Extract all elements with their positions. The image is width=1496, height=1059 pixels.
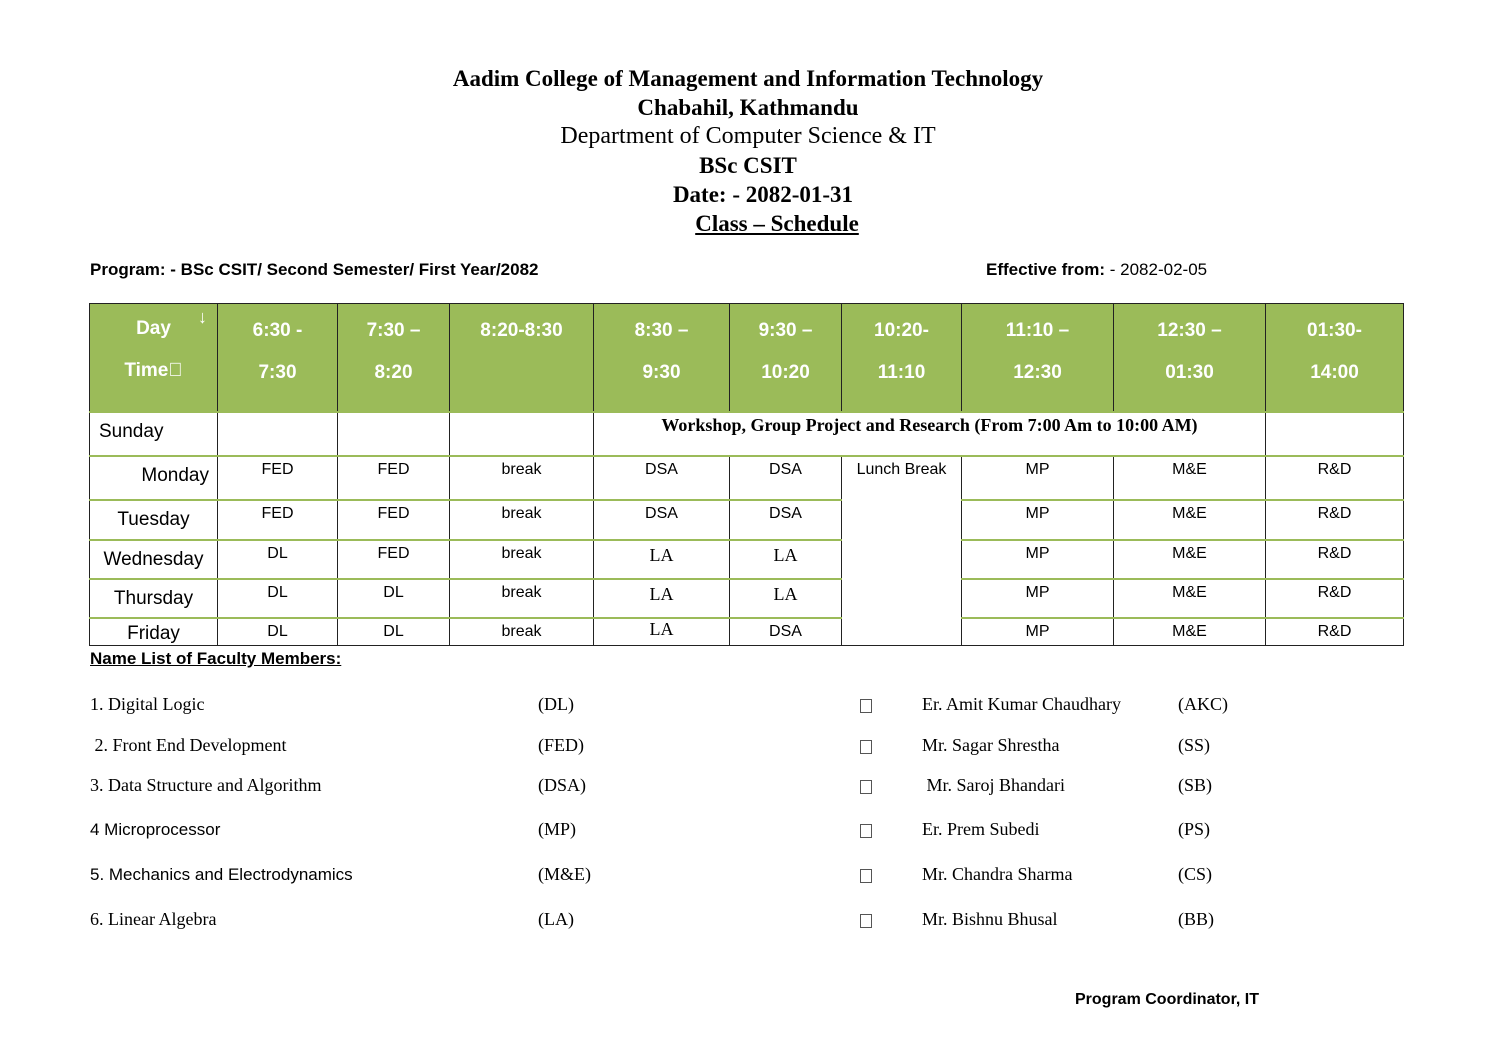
subject-name: 2. Front End Development — [90, 735, 287, 755]
program-info — [90, 260, 538, 280]
time-label: Time — [124, 360, 183, 381]
teacher-name: Mr. Sagar Shrestha — [922, 735, 1060, 755]
table-cell: FED — [338, 540, 450, 579]
checkbox-icon — [860, 869, 872, 883]
table-row-wednesday — [90, 540, 1404, 579]
schedule-title: Class – Schedule — [695, 211, 859, 236]
subject-name: 1. Digital Logic — [90, 694, 205, 714]
college-name: Aadim College of Management and Information Technology — [452, 66, 1044, 91]
faculty-title: Name List of Faculty Members: — [90, 649, 342, 668]
checkbox-icon — [860, 740, 872, 754]
table-row-thursday — [90, 579, 1404, 618]
table-cell: DSA — [730, 618, 842, 646]
day-cell: Friday — [90, 618, 218, 646]
subject-code: (M&E) — [538, 864, 591, 884]
teacher-name: Er. Prem Subedi — [922, 819, 1040, 839]
table-cell: DL — [338, 618, 450, 646]
checkbox-icon — [860, 914, 872, 928]
slot-header-7: 11:10 – 12:30 — [962, 304, 1114, 413]
subject-code: (LA) — [538, 909, 574, 929]
schedule-date: Date: - 2082-01-31 — [672, 182, 854, 207]
program-name: BSc CSIT — [699, 153, 797, 178]
teacher-initials: (AKC) — [1178, 694, 1228, 714]
table-cell: DSA — [594, 500, 730, 540]
table-cell: break — [450, 618, 594, 646]
slot-header-9: 01:30- 14:00 — [1266, 304, 1404, 413]
table-cell: DL — [218, 618, 338, 646]
workshop-note: Workshop, Group Project and Research (From 7:00 Am to 10:00 AM) — [594, 412, 1266, 456]
table-cell: LA — [730, 579, 842, 618]
teacher-name: Mr. Chandra Sharma — [922, 864, 1073, 884]
slot-header-6: 10:20- 11:10 — [842, 304, 962, 413]
slot-header-1: 6:30 - 7:30 — [218, 304, 338, 413]
table-cell: R&D — [1266, 500, 1404, 540]
subject-code: (MP) — [538, 819, 577, 839]
effective-label: Effective from: — [986, 260, 1106, 279]
table-cell: FED — [218, 456, 338, 500]
table-cell: DSA — [730, 500, 842, 540]
table-cell: DL — [338, 579, 450, 618]
empty-cell — [338, 412, 450, 456]
lunch-break-cell: Lunch Break — [842, 456, 962, 646]
effective-date: - 2082-02-05 — [1105, 260, 1208, 279]
schedule-table — [89, 303, 1404, 646]
table-cell: R&D — [1266, 618, 1404, 646]
subject-code: (DSA) — [538, 775, 586, 795]
subject-name: 4 Microprocessor — [90, 820, 221, 839]
day-cell: Wednesday — [90, 540, 218, 579]
table-cell: M&E — [1114, 618, 1266, 646]
table-cell: FED — [218, 500, 338, 540]
table-cell: R&D — [1266, 540, 1404, 579]
table-cell: break — [450, 579, 594, 618]
table-row-friday — [90, 618, 1404, 646]
table-cell: LA — [594, 618, 730, 646]
teacher-name: Mr. Saroj Bhandari — [922, 775, 1065, 795]
table-row-sunday — [90, 412, 1404, 456]
teacher-initials: (CS) — [1178, 864, 1213, 884]
slot-header-5: 9:30 – 10:20 — [730, 304, 842, 413]
table-cell: LA — [594, 540, 730, 579]
table-cell: break — [450, 540, 594, 579]
teacher-initials: (PS) — [1178, 819, 1211, 839]
day-time-header — [90, 304, 218, 413]
table-cell: MP — [962, 500, 1114, 540]
day-label: Day — [136, 318, 171, 339]
effective-info — [986, 260, 1207, 280]
table-row-tuesday — [90, 500, 1404, 540]
teacher-initials: (BB) — [1178, 909, 1214, 929]
slot-header-2: 7:30 – 8:20 — [338, 304, 450, 413]
table-cell: MP — [962, 540, 1114, 579]
document-header — [0, 64, 1496, 238]
table-cell: M&E — [1114, 579, 1266, 618]
slot-header-4: 8:30 – 9:30 — [594, 304, 730, 413]
teacher-name: Er. Amit Kumar Chaudhary — [922, 694, 1121, 714]
day-cell: Monday — [90, 456, 218, 500]
subject-name: 3. Data Structure and Algorithm — [90, 775, 322, 795]
day-cell: Tuesday — [90, 500, 218, 540]
program-label: Program: - BSc CSIT/ Second Semester/ First Year/2082 — [90, 260, 539, 279]
table-cell: DL — [218, 540, 338, 579]
subject-name: 6. Linear Algebra — [90, 909, 217, 929]
subject-code: (DL) — [538, 694, 574, 714]
teacher-initials: (SS) — [1178, 735, 1211, 755]
table-cell: MP — [962, 618, 1114, 646]
empty-cell — [450, 412, 594, 456]
table-cell: FED — [338, 500, 450, 540]
table-cell: M&E — [1114, 500, 1266, 540]
table-cell: DSA — [730, 456, 842, 500]
department-name: Department of Computer Science & IT — [560, 123, 936, 149]
table-cell: M&E — [1114, 540, 1266, 579]
table-cell: break — [450, 456, 594, 500]
table-cell: R&D — [1266, 456, 1404, 500]
table-cell: LA — [594, 579, 730, 618]
table-cell: DSA — [594, 456, 730, 500]
program-coordinator: Program Coordinator, IT — [1075, 991, 1260, 1008]
table-cell: MP — [962, 579, 1114, 618]
table-cell: DL — [218, 579, 338, 618]
empty-cell — [1266, 412, 1404, 456]
table-cell: M&E — [1114, 456, 1266, 500]
table-cell: break — [450, 500, 594, 540]
table-cell: MP — [962, 456, 1114, 500]
teacher-name: Mr. Bishnu Bhusal — [922, 909, 1058, 929]
arrow-down-icon: ↓ — [198, 307, 207, 327]
teacher-initials: (SB) — [1178, 775, 1213, 795]
slot-header-3: 8:20-8:30 — [450, 304, 594, 413]
checkbox-icon — [860, 824, 872, 838]
empty-cell — [218, 412, 338, 456]
college-location: Chabahil, Kathmandu — [637, 95, 859, 120]
table-cell: FED — [338, 456, 450, 500]
checkbox-icon — [860, 780, 872, 794]
table-row-monday — [90, 456, 1404, 500]
checkbox-icon — [860, 699, 872, 713]
table-cell: R&D — [1266, 579, 1404, 618]
slot-header-8: 12:30 – 01:30 — [1114, 304, 1266, 413]
table-header-row — [90, 304, 1404, 413]
day-cell: Sunday — [90, 412, 218, 456]
table-cell: LA — [730, 540, 842, 579]
subject-code: (FED) — [538, 735, 584, 755]
subject-name: 5. Mechanics and Electrodynamics — [90, 865, 353, 884]
day-cell: Thursday — [90, 579, 218, 618]
